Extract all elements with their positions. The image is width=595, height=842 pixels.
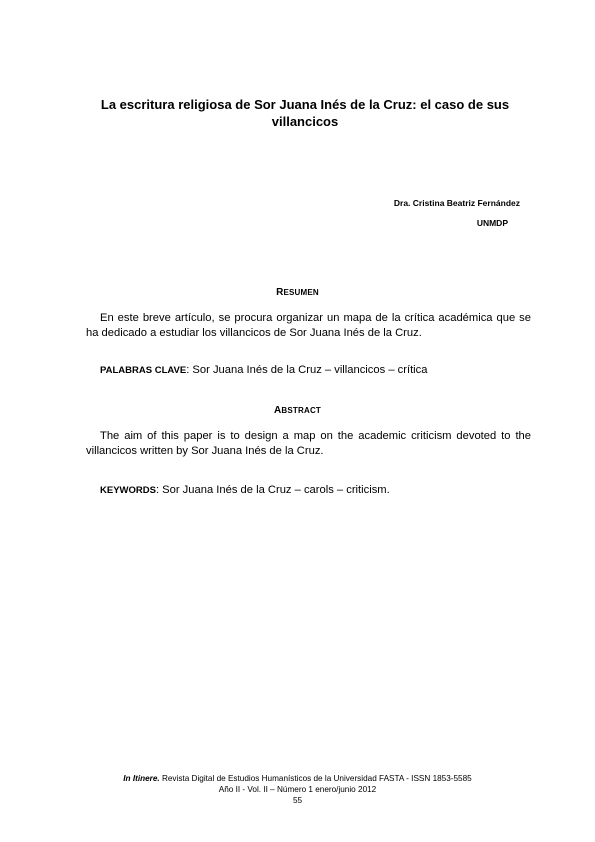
author-name: Dra. Cristina Beatriz Fernández (393, 198, 520, 208)
resumen-heading-initial: R (276, 287, 284, 298)
article-title-line1: La escritura religiosa de Sor Juana Inés de la Cruz: el caso de sus (100, 97, 510, 112)
abstract-heading (0, 405, 595, 416)
article-title (95, 96, 515, 130)
author-affiliation: UNMDP (476, 218, 508, 228)
palabras-clave (100, 363, 530, 378)
abstract-text: The aim of this paper is to design a map on the academic criticism devoted to the villancicos written by Sor Juana Inés de la Cruz. (86, 430, 531, 457)
footer-journal: In Itinere. (123, 774, 160, 783)
resumen-text: En este breve artículo, se procura organizar un mapa de la crítica académica que se ha dedicado a estudiar los villancicos de Sor Juana Inés de la Cruz. (86, 312, 531, 339)
footer-line1 (0, 773, 595, 784)
abstract-heading-rest: BSTRACT (281, 406, 322, 415)
abstract-heading-initial: A (273, 405, 282, 416)
keywords-label: KEYWORDS (100, 485, 156, 496)
keywords-text: : Sor Juana Inés de la Cruz – carols – criticism. (155, 484, 390, 496)
keywords (100, 483, 530, 498)
footer-journal-info: Revista Digital de Estudios Humanísticos de la Universidad FASTA - ISSN 1853-5585 (159, 774, 472, 783)
author-block (394, 193, 520, 233)
palabras-clave-text: : Sor Juana Inés de la Cruz – villancicos – crítica (186, 364, 428, 376)
palabras-clave-label: PALABRAS CLAVE (100, 365, 187, 376)
footer-line2: Año II - Vol. II – Número 1 enero/junio 2012 (218, 785, 377, 794)
article-title-line2: villancicos (271, 114, 339, 129)
resumen-heading-rest: ESUMEN (283, 288, 319, 297)
page-number: 55 (292, 796, 303, 805)
resumen-heading (0, 287, 595, 298)
resumen-paragraph (86, 311, 531, 341)
abstract-paragraph (86, 429, 531, 459)
